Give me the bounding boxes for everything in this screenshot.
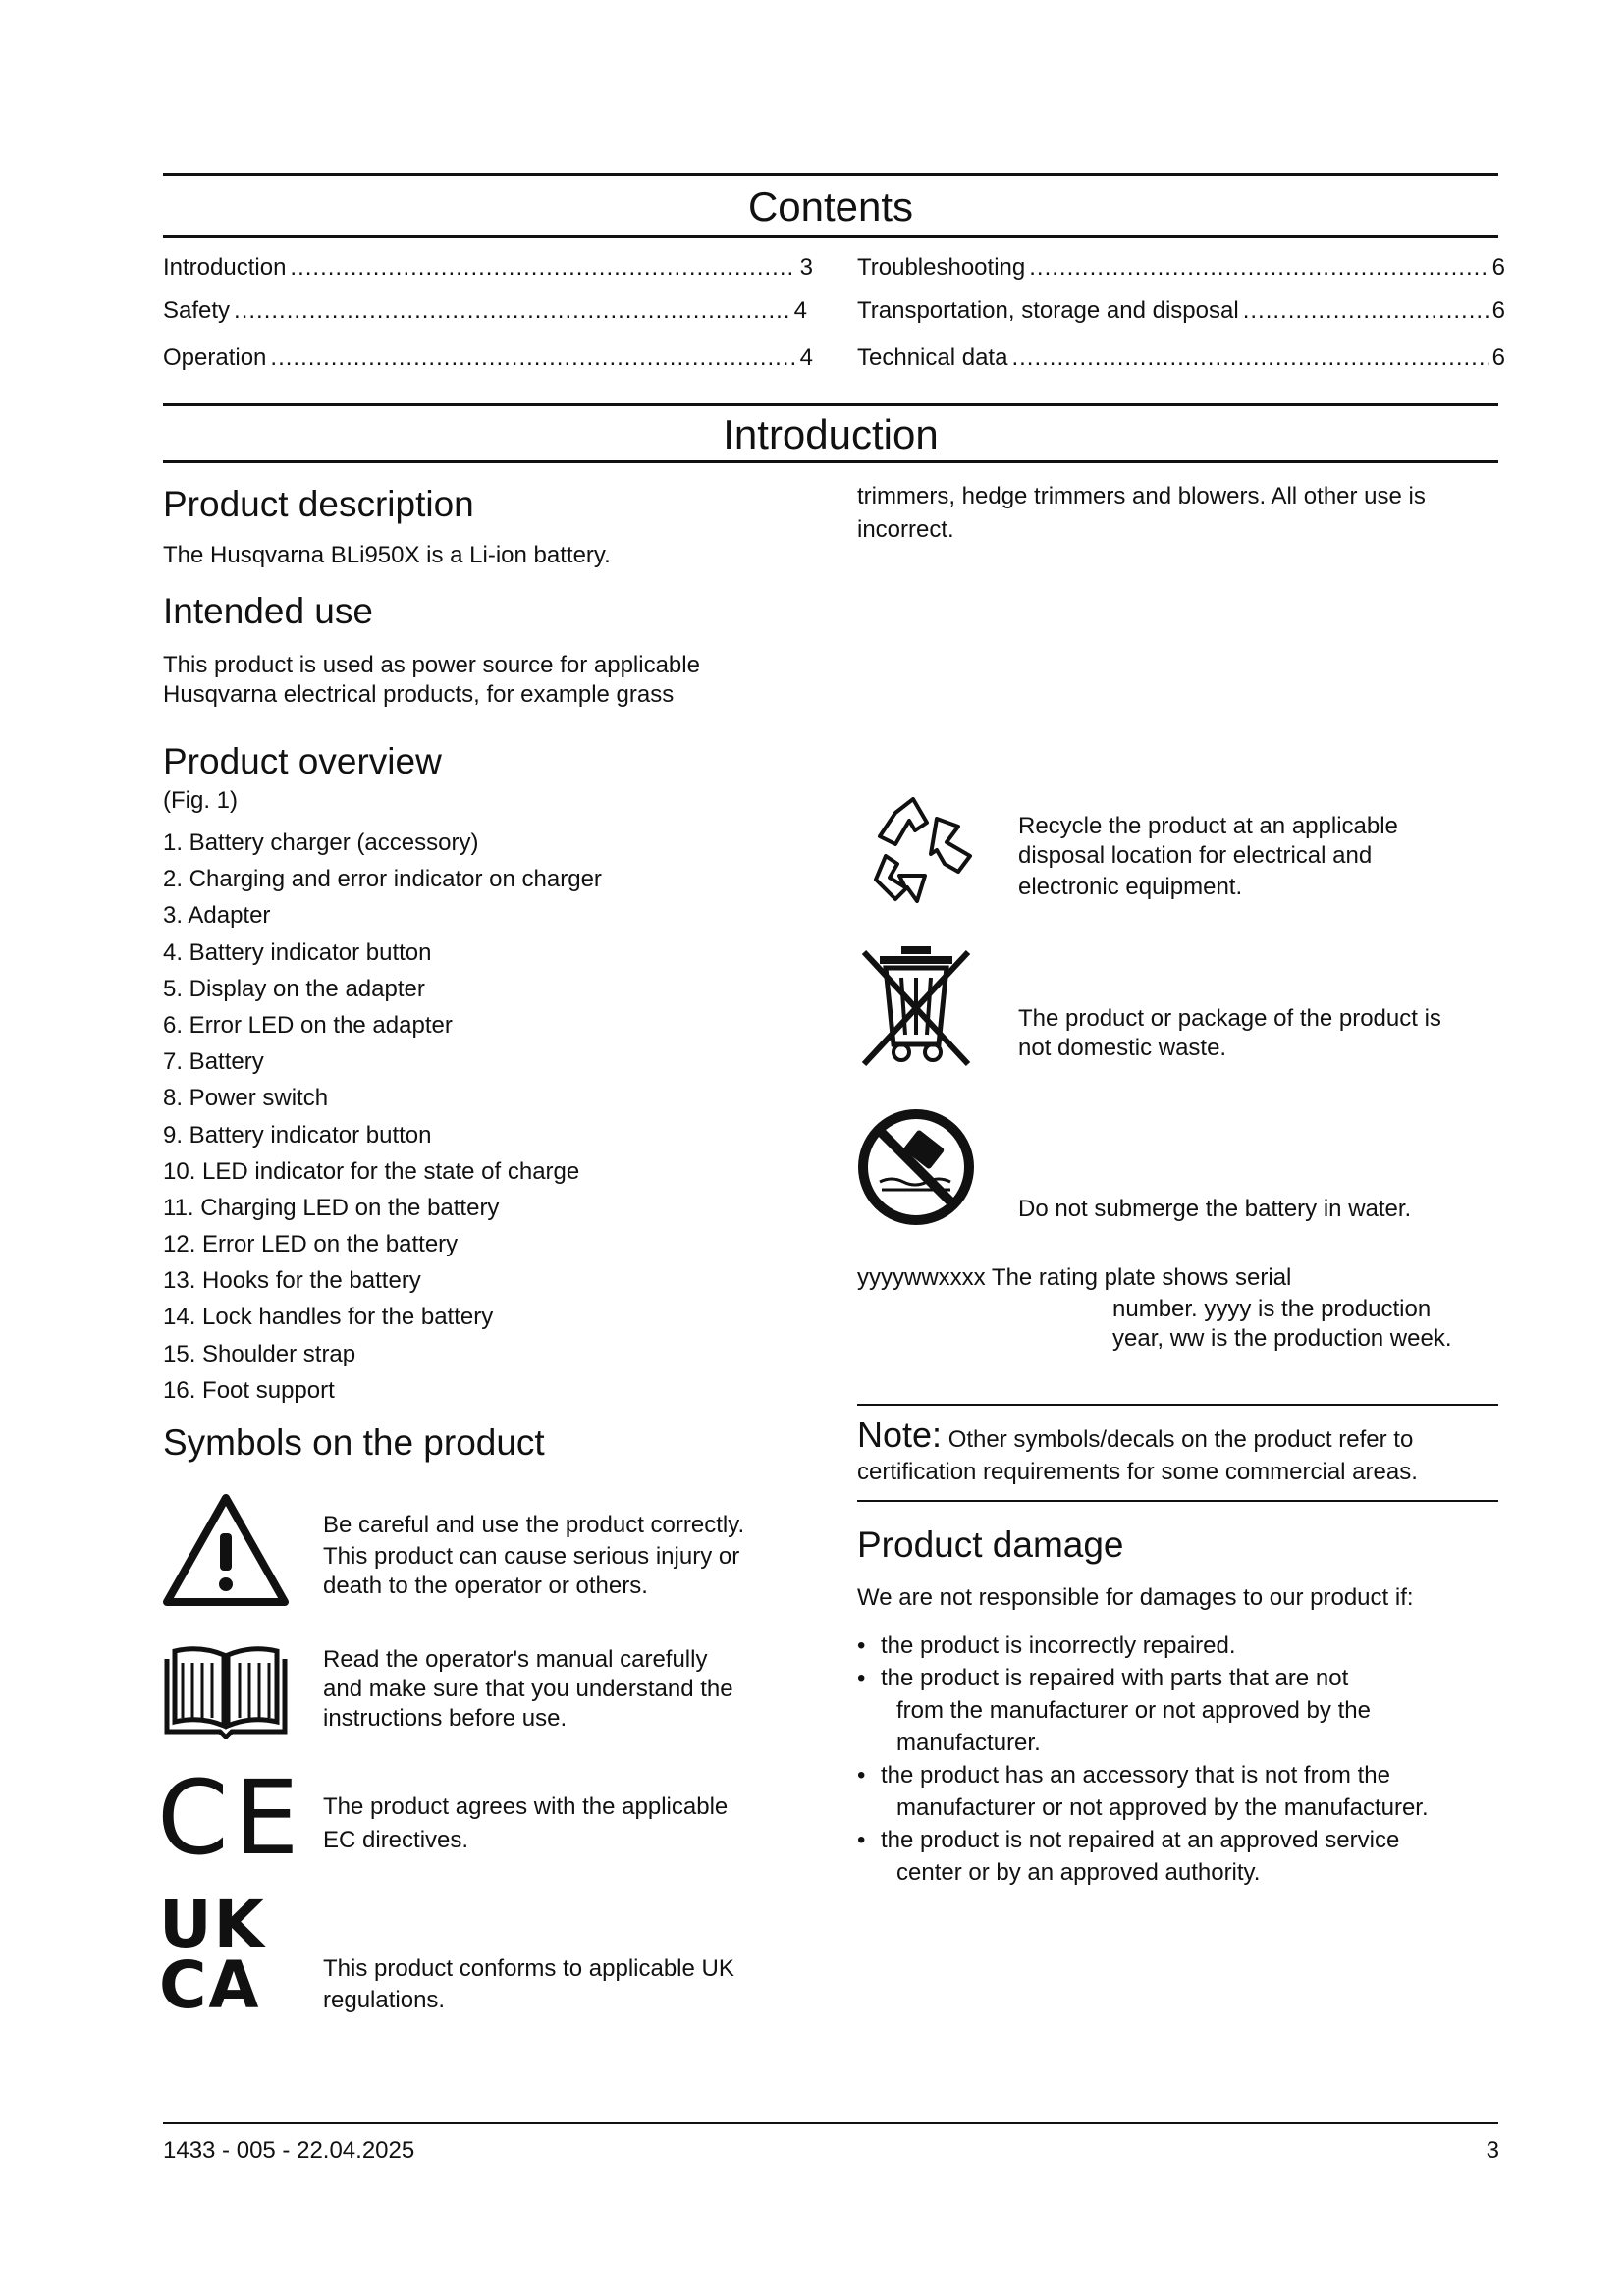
list-item: 16. Foot support bbox=[163, 1376, 335, 1404]
ukca-mark-line-1: UK bbox=[159, 1887, 266, 1962]
note-text-1: Other symbols/decals on the product refer to bbox=[947, 1426, 1414, 1453]
toc-entry-title: Troubleshooting bbox=[857, 254, 1026, 281]
note-label: Note: bbox=[857, 1415, 943, 1455]
toc-entry-page: 3 bbox=[799, 254, 813, 281]
list-item: 14. Lock handles for the battery bbox=[163, 1304, 494, 1331]
intended-use-line-4: incorrect. bbox=[857, 516, 954, 543]
rating-plate-line-1 bbox=[857, 1262, 1291, 1293]
toc-entry-page: 6 bbox=[1491, 345, 1505, 371]
list-item: 9. Battery indicator button bbox=[163, 1121, 432, 1148]
rating-code: yyyywwxxxx bbox=[857, 1264, 986, 1291]
intended-use-line-3: trimmers, hedge trimmers and blowers. All other use is bbox=[857, 483, 1426, 509]
ce-text-2: EC directives. bbox=[323, 1827, 469, 1853]
list-item: • the product is repaired with parts that are not from the manufacturer or not approved by the manufacturer. bbox=[857, 1662, 1505, 1759]
product-damage-intro: We are not responsible for damages to our product if: bbox=[857, 1584, 1414, 1611]
rating-text-3: year, ww is the production week. bbox=[1112, 1325, 1452, 1352]
product-overview-list bbox=[163, 825, 602, 1409]
damage-bullet-1: the product is incorrectly repaired. bbox=[881, 1632, 1236, 1659]
damage-bullet-3b: manufacturer or not approved by the manufacturer. bbox=[896, 1794, 1429, 1821]
recycle-text-3: electronic equipment. bbox=[1018, 874, 1243, 900]
intended-use-heading: Intended use bbox=[163, 591, 373, 631]
note-bottom-rule bbox=[857, 1500, 1498, 1502]
toc-entry-technical-data[interactable] bbox=[857, 344, 1505, 373]
list-item: 2. Charging and error indicator on charger bbox=[163, 866, 602, 893]
ce-mark-icon: CE bbox=[157, 1758, 305, 1878]
contents-title: Contents bbox=[747, 184, 914, 230]
rating-text-2: number. yyyy is the production bbox=[1112, 1296, 1432, 1322]
note-text-2: certification requirements for some commercial areas. bbox=[857, 1459, 1418, 1485]
recycle-text-2: disposal location for electrical and bbox=[1018, 842, 1373, 869]
crossed-bin-icon bbox=[856, 942, 976, 1070]
toc-entry-page: 6 bbox=[1491, 254, 1505, 281]
document-id: 1433 - 005 - 22.04.2025 bbox=[163, 2137, 415, 2163]
damage-bullet-4a: the product is not repaired at an approved service bbox=[881, 1827, 1400, 1853]
water-text: Do not submerge the battery in water. bbox=[1018, 1196, 1412, 1222]
product-damage-heading: Product damage bbox=[857, 1524, 1124, 1565]
toc-entry-title: Safety bbox=[163, 297, 231, 324]
note-top-rule bbox=[857, 1404, 1498, 1406]
ukca-text-1: This product conforms to applicable UK bbox=[323, 1955, 734, 1982]
note-line-1 bbox=[857, 1415, 1413, 1460]
weee-text-2: not domestic waste. bbox=[1018, 1035, 1227, 1061]
warning-text-3: death to the operator or others. bbox=[323, 1573, 648, 1599]
no-submerge-icon bbox=[856, 1107, 976, 1227]
toc-entry-page: 6 bbox=[1491, 297, 1505, 324]
toc-entry-title: Transportation, storage and disposal bbox=[857, 297, 1239, 324]
introduction-title: Introduction bbox=[723, 411, 939, 457]
contents-bottom-rule bbox=[163, 235, 1498, 238]
list-item: • the product is not repaired at an approved service center or by an approved authority. bbox=[857, 1824, 1505, 1889]
list-item: • the product is incorrectly repaired. bbox=[857, 1632, 1236, 1659]
page-number: 3 bbox=[1486, 2137, 1499, 2163]
toc-entry-title: Technical data bbox=[857, 345, 1008, 371]
product-description-heading: Product description bbox=[163, 484, 474, 524]
warning-triangle-icon bbox=[161, 1492, 291, 1608]
recycle-icon bbox=[856, 793, 974, 911]
list-item: 8. Power switch bbox=[163, 1085, 329, 1112]
list-item: 3. Adapter bbox=[163, 902, 271, 930]
ce-text-1: The product agrees with the applicable bbox=[323, 1793, 729, 1820]
introduction-top-rule bbox=[163, 403, 1498, 406]
list-item: 11. Charging LED on the battery bbox=[163, 1194, 500, 1221]
list-item: • the product has an accessory that is not from the manufacturer or not approved by the manufacturer. bbox=[857, 1759, 1505, 1824]
symbols-heading: Symbols on the product bbox=[163, 1422, 545, 1463]
rating-text-1: The rating plate shows serial bbox=[991, 1264, 1292, 1291]
list-item: 13. Hooks for the battery bbox=[163, 1267, 421, 1295]
list-item: 15. Shoulder strap bbox=[163, 1340, 356, 1367]
intended-use-line-2: Husqvarna electrical products, for example grass bbox=[163, 681, 675, 708]
damage-bullet-3a: the product has an accessory that is not from the bbox=[881, 1762, 1390, 1789]
product-description-text: The Husqvarna BLi950X is a Li-ion battery. bbox=[163, 542, 611, 568]
contents-top-rule bbox=[163, 173, 1498, 176]
list-item: 12. Error LED on the battery bbox=[163, 1231, 459, 1258]
list-item: 10. LED indicator for the state of charge bbox=[163, 1157, 580, 1185]
manual-text-1: Read the operator's manual carefully bbox=[323, 1646, 708, 1673]
toc-entry-page: 4 bbox=[799, 345, 813, 371]
list-item: 6. Error LED on the adapter bbox=[163, 1011, 453, 1039]
toc-entry-troubleshooting[interactable] bbox=[857, 253, 1505, 283]
toc-entry-safety[interactable] bbox=[163, 296, 807, 326]
warning-text-2: This product can cause serious injury or bbox=[323, 1543, 740, 1570]
damage-bullet-4b: center or by an approved authority. bbox=[896, 1859, 1261, 1886]
product-overview-heading: Product overview bbox=[163, 741, 442, 781]
damage-bullet-2a: the product is repaired with parts that are not bbox=[881, 1665, 1349, 1691]
list-item: 4. Battery indicator button bbox=[163, 938, 432, 966]
weee-text-1: The product or package of the product is bbox=[1018, 1005, 1441, 1032]
figure-reference: (Fig. 1) bbox=[163, 787, 239, 814]
manual-text-2: and make sure that you understand the bbox=[323, 1676, 733, 1702]
list-item: 7. Battery bbox=[163, 1048, 264, 1076]
toc-entry-operation[interactable] bbox=[163, 344, 813, 373]
recycle-text-1: Recycle the product at an applicable bbox=[1018, 813, 1398, 839]
damage-bullet-2b: from the manufacturer or not approved by the bbox=[896, 1697, 1371, 1724]
warning-text-1: Be careful and use the product correctly. bbox=[323, 1512, 745, 1538]
introduction-bottom-rule bbox=[163, 460, 1498, 463]
toc-entry-title: Operation bbox=[163, 345, 267, 371]
intended-use-line-1: This product is used as power source for applicable bbox=[163, 652, 700, 678]
toc-entry-page: 4 bbox=[793, 297, 807, 324]
ukca-mark-icon bbox=[159, 1887, 297, 2023]
manual-text-3: instructions before use. bbox=[323, 1705, 568, 1732]
toc-entry-introduction[interactable] bbox=[163, 253, 813, 283]
ukca-mark-line-2: CA bbox=[159, 1948, 261, 2023]
damage-bullet-2c: manufacturer. bbox=[896, 1730, 1041, 1756]
toc-entry-title: Introduction bbox=[163, 254, 287, 281]
toc-entry-transportation[interactable] bbox=[857, 296, 1505, 326]
list-item: 1. Battery charger (accessory) bbox=[163, 829, 479, 856]
footer-rule bbox=[163, 2122, 1498, 2124]
product-damage-list bbox=[857, 1629, 1505, 1889]
operator-manual-icon bbox=[161, 1641, 291, 1739]
list-item: 5. Display on the adapter bbox=[163, 975, 425, 1002]
ukca-text-2: regulations. bbox=[323, 1987, 446, 2013]
